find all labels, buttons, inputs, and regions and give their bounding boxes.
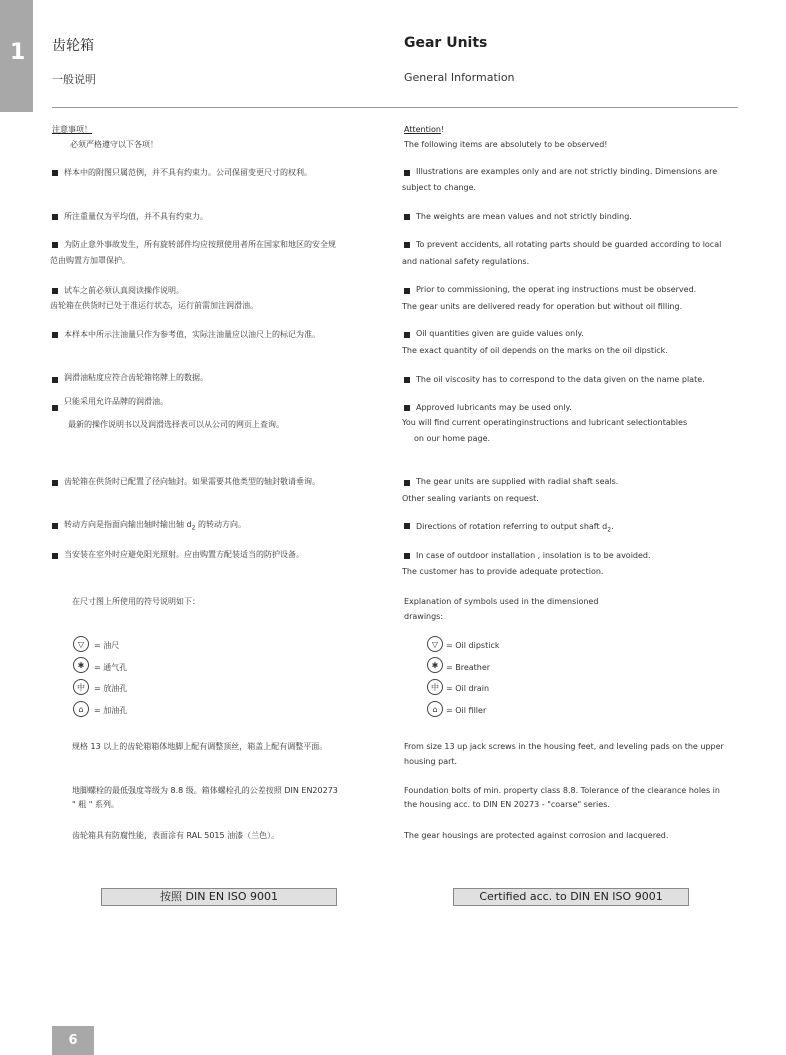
bullet (404, 332, 410, 338)
bullet (52, 553, 58, 559)
item-en-8a: The gear units are supplied with radial shaft seals. (416, 477, 619, 486)
item-en-1b: subject to change. (402, 183, 477, 192)
item-cn-5: 本样本中所示注油量只作为参考值，实际注油量应以油尺上的标记为准。 (64, 330, 320, 339)
item-en-9-text-end: . (611, 522, 614, 531)
note-cn-2b: " 粗 " 系列。 (72, 800, 119, 809)
bullet (404, 242, 410, 248)
chapter-number: 1 (10, 40, 26, 65)
symbol-en-1: = Oil dipstick (446, 641, 500, 650)
symbols-intro-cn: 在尺寸图上所使用的符号说明如下： (72, 597, 200, 606)
bullet (52, 170, 58, 176)
item-en-7b: You will find current operatinginstructions and lubricant selectiontables (402, 418, 688, 427)
bullet (404, 405, 410, 411)
item-en-7a: Approved lubricants may be used only. (416, 403, 572, 412)
symbols-intro-en-2: drawings: (404, 612, 444, 621)
bullet (52, 405, 58, 411)
symbol-en-4: = Oil filler (446, 706, 487, 715)
bullet (404, 480, 410, 486)
subscript-2: 2 (607, 526, 612, 534)
oil-dipstick-icon: ▽ (73, 636, 89, 652)
bullet (52, 288, 58, 294)
item-cn-9-text: 转动方向是指面向输出轴时输出轴 d (64, 520, 192, 529)
bullet (52, 214, 58, 220)
item-en-9 (416, 519, 614, 538)
note-en-3: The gear housings are protected against corrosion and lacquered. (404, 831, 669, 840)
item-cn-9 (64, 517, 246, 536)
item-en-6: The oil viscosity has to correspond to the data given on the name plate. (416, 375, 705, 384)
item-en-3a: To prevent accidents, all rotating parts should be guarded according to local (416, 240, 722, 249)
breather-icon: ✱ (73, 657, 89, 673)
attention-head-cn (52, 122, 92, 137)
breather-icon: ✱ (427, 657, 443, 673)
note-en-2a: Foundation bolts of min. property class 8.8. Tolerance of the clearance holes in (404, 786, 720, 795)
item-en-4a: Prior to commissioning, the operat ing instructions must be observed. (416, 285, 697, 294)
bullet (404, 553, 410, 559)
item-en-7c: on our home page. (414, 434, 491, 443)
subtitle-en: General Information (404, 71, 515, 84)
bullet (404, 288, 410, 294)
item-en-3b: and national safety regulations. (402, 257, 530, 266)
item-en-4b: The gear units are delivered ready for operation but without oil filling. (402, 302, 683, 311)
item-en-5b: The exact quantity of oil depends on the marks on the oil dipstick. (402, 346, 668, 355)
item-cn-4b: 齿轮箱在供货时已处于准运行状态，运行前需加注润滑油。 (50, 301, 258, 310)
symbols-intro-en-1: Explanation of symbols used in the dimensioned (404, 597, 599, 606)
note-en-1b: housing part. (404, 757, 458, 766)
symbol-en-2: = Breather (446, 663, 491, 672)
symbol-cn-4: = 加油孔 (94, 706, 128, 715)
item-cn-8: 齿轮箱在供货时已配置了径向轴封。如果需要其他类型的轴封敬请垂询。 (64, 477, 320, 486)
symbol-cn-3: = 放油孔 (94, 684, 128, 693)
item-en-10a: In case of outdoor installation , insolation is to be avoided. (416, 551, 651, 560)
item-cn-9-text-end: 的转动方向。 (198, 520, 246, 529)
bullet (404, 377, 410, 383)
title-cn: 齿轮箱 (52, 38, 94, 54)
title-en: Gear Units (404, 35, 488, 51)
attention-head-en (404, 122, 444, 137)
page-number: 6 (52, 1026, 94, 1055)
note-cn-1: 规格 13 以上的齿轮箱箱体地脚上配有调整顶丝，箱盖上配有调整平面。 (72, 742, 328, 751)
bullet (52, 332, 58, 338)
item-cn-3b: 范由购置方加罩保护。 (50, 256, 130, 265)
attention-exclamation: ! (440, 125, 445, 134)
bullet (404, 523, 410, 529)
subscript-2: 2 (191, 524, 196, 532)
certification-box-en: Certified acc. to DIN EN ISO 9001 (453, 888, 689, 906)
item-en-5a: Oil quantities given are guide values only. (416, 329, 584, 338)
oil-drain-icon: 中 (73, 679, 89, 695)
item-cn-10: 当安装在室外时应避免阳光照射。应由购置方配装适当的防护设备。 (64, 550, 304, 559)
item-en-2: The weights are mean values and not strictly binding. (416, 212, 632, 221)
bullet (52, 523, 58, 529)
oil-dipstick-icon: ▽ (427, 636, 443, 652)
symbol-en-3: = Oil drain (446, 684, 490, 693)
note-cn-2a: 地脚螺栓的最低强度等级为 8.8 级。箱体螺栓孔的公差按照 DIN EN20273 (72, 786, 338, 795)
attention-head-en-text: Attention (404, 125, 441, 134)
note-en-2b: the housing acc. to DIN EN 20273 - "coarse" series. (404, 800, 610, 809)
item-cn-3a: 为防止意外事故发生，所有旋转部件均应按照使用者所在国家和地区的安全规 (64, 240, 336, 249)
item-cn-6: 润滑油粘度应符合齿轮箱铭牌上的数据。 (64, 373, 208, 382)
oil-filler-icon: ⌂ (427, 701, 443, 717)
note-en-1a: From size 13 up jack screws in the housing feet, and leveling pads on the upper (404, 742, 724, 751)
oil-filler-icon: ⌂ (73, 701, 89, 717)
bullet (404, 214, 410, 220)
symbol-cn-2: = 通气孔 (94, 663, 128, 672)
attention-text-en: The following items are absolutely to be observed! (404, 140, 608, 149)
item-en-8b: Other sealing variants on request. (402, 494, 539, 503)
item-cn-7b: 最新的操作说明书以及润滑选择表可以从公司的网页上查询。 (68, 420, 284, 429)
item-cn-4a: 试车之前必须认真阅读操作说明。 (64, 286, 184, 295)
bullet (52, 377, 58, 383)
certification-box-cn: 按照 DIN EN ISO 9001 (101, 888, 337, 906)
item-cn-1: 样本中的附图只属范例，并不具有约束力。公司保留变更尺寸的权利。 (64, 168, 312, 177)
bullet (52, 480, 58, 486)
item-en-1a: Illustrations are examples only and are not strictly binding. Dimensions are (416, 167, 718, 176)
bullet (52, 242, 58, 248)
oil-drain-icon: 中 (427, 679, 443, 695)
subtitle-cn: 一般说明 (52, 73, 96, 86)
header-divider (52, 107, 738, 108)
item-cn-2: 所注重量仅为平均值，并不具有约束力。 (64, 212, 208, 221)
note-cn-3: 齿轮箱具有防腐性能，表面涂有 RAL 5015 油漆（兰色）。 (72, 831, 280, 840)
symbol-cn-1: = 油尺 (94, 641, 120, 650)
chapter-tab (0, 0, 33, 112)
attention-text-cn: 必须严格遵守以下各项！ (70, 140, 158, 149)
item-en-10b: The customer has to provide adequate protection. (402, 567, 604, 576)
item-cn-7a: 只能采用允许品牌的润滑油。 (64, 397, 168, 406)
item-en-9-text: Directions of rotation referring to output shaft d (416, 522, 608, 531)
attention-head-cn-text: 注意事项！ (52, 125, 92, 134)
bullet (404, 170, 410, 176)
